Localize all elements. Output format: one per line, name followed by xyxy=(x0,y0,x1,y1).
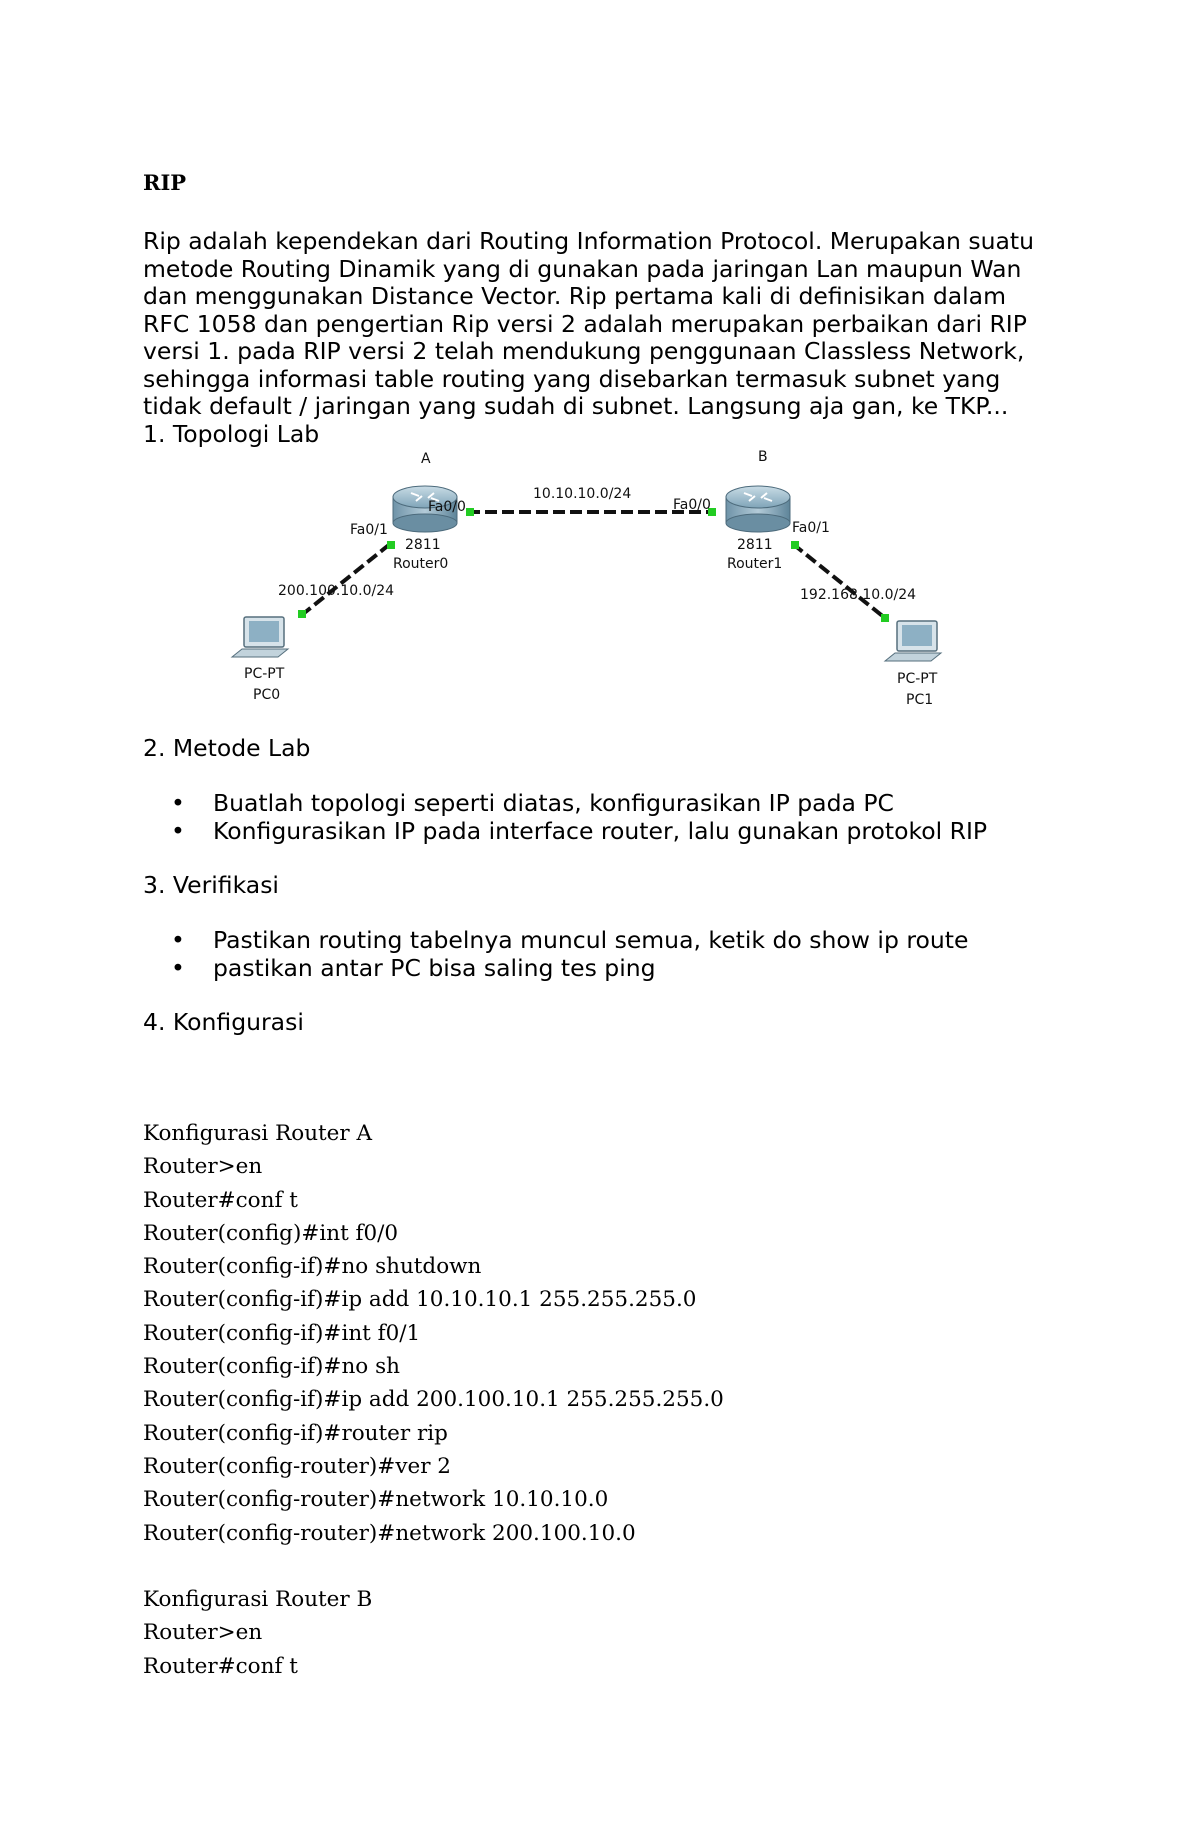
router-b-config-block xyxy=(143,1583,372,1683)
config-line: Router(config-if)#no sh xyxy=(143,1354,400,1380)
router1-model: 2811 xyxy=(737,537,773,553)
section-config-heading: 4. Konfigurasi xyxy=(143,1008,304,1036)
intro-line: dan menggunakan Distance Vector. Rip pertama kali di definisikan dalam xyxy=(143,282,1006,310)
router0-port-lan: Fa0/1 xyxy=(350,522,388,538)
config-heading-router-a: Konfigurasi Router A xyxy=(143,1121,373,1146)
intro-paragraph xyxy=(143,228,1103,421)
section-verification-heading: 3. Verifikasi xyxy=(143,871,279,899)
router-b-letter: B xyxy=(758,449,768,465)
intro-line: sehingga informasi table routing yang disebarkan termasuk subnet yang xyxy=(143,364,1001,393)
config-line: Router(config-if)#ip add 200.100.10.1 255.255.255.0 xyxy=(143,1387,724,1413)
config-line: Router(config-if)#no shutdown xyxy=(143,1254,482,1280)
link-router0-pc0 xyxy=(303,544,390,614)
config-line: Router>en xyxy=(143,1154,263,1180)
intro-line: tidak default / jaringan yang sudah di subnet. Langsung aja gan, ke TKP... xyxy=(143,392,1009,420)
config-line: Router(config-if)#router rip xyxy=(143,1420,448,1446)
router1-port-lan: Fa0/1 xyxy=(792,520,830,536)
intro-line: Rip adalah kependekan dari Routing Information Protocol. Merupakan suatu xyxy=(143,227,1034,255)
router0-model: 2811 xyxy=(405,537,441,553)
list-item: • Buatlah topologi seperti diatas, konfigurasikan IP pada PC xyxy=(143,790,987,818)
section-topology-heading: 1. Topologi Lab xyxy=(143,420,320,448)
intro-line: RFC 1058 dan pengertian Rip versi 2 adalah merupakan perbaikan dari RIP xyxy=(143,309,1027,338)
intro-line: metode Routing Dinamik yang di gunakan pada jaringan Lan maupun Wan xyxy=(143,254,1022,283)
topology-diagram xyxy=(230,445,980,720)
config-line: Router(config-router)#network 10.10.10.0 xyxy=(143,1487,609,1513)
config-line: Router>en xyxy=(143,1620,263,1646)
router0-name: Router0 xyxy=(393,556,449,572)
pc0-type: PC-PT xyxy=(244,666,285,682)
pc1-icon xyxy=(885,621,941,661)
pc0-icon xyxy=(232,617,288,657)
page-title: RIP xyxy=(143,170,187,195)
router1-name: Router1 xyxy=(727,556,783,572)
router-a-letter: A xyxy=(421,451,431,467)
list-item: • pastikan antar PC bisa saling tes ping xyxy=(143,955,968,983)
pc1-name: PC1 xyxy=(906,692,934,708)
router1-port-wan: Fa0/0 xyxy=(673,497,711,513)
intro-line: versi 1. pada RIP versi 2 telah mendukung penggunaan Classless Network, xyxy=(143,337,1025,365)
config-line: Router#conf t xyxy=(143,1653,298,1679)
link-left-label: 200.100.10.0/24 xyxy=(278,583,395,599)
config-line: Router(config-if)#int f0/1 xyxy=(143,1320,421,1346)
config-line: Router(config-router)#network 200.100.10.0 xyxy=(143,1520,636,1546)
config-line: Router(config-router)#ver 2 xyxy=(143,1453,451,1479)
pc1-type: PC-PT xyxy=(897,671,938,687)
section-method-heading: 2. Metode Lab xyxy=(143,734,311,762)
list-item: • Konfigurasikan IP pada interface router, lalu gunakan protokol RIP xyxy=(143,818,987,846)
link-right-label: 192.168.10.0/24 xyxy=(800,587,917,603)
verification-bullet-list xyxy=(143,927,968,982)
config-line: Router#conf t xyxy=(143,1187,298,1213)
link-center-label: 10.10.10.0/24 xyxy=(533,486,632,502)
router-a-config-block xyxy=(143,1117,724,1550)
pc0-name: PC0 xyxy=(253,687,281,703)
router1-icon xyxy=(726,486,790,532)
method-bullet-list xyxy=(143,790,987,845)
config-heading-router-b: Konfigurasi Router B xyxy=(143,1587,373,1612)
config-line: Router(config)#int f0/0 xyxy=(143,1220,399,1246)
config-line: Router(config-if)#ip add 10.10.10.1 255.255.255.0 xyxy=(143,1287,697,1313)
router0-port-wan: Fa0/0 xyxy=(428,499,466,515)
link-router1-pc1 xyxy=(793,544,885,618)
list-item: • Pastikan routing tabelnya muncul semua, ketik do show ip route xyxy=(143,927,968,955)
